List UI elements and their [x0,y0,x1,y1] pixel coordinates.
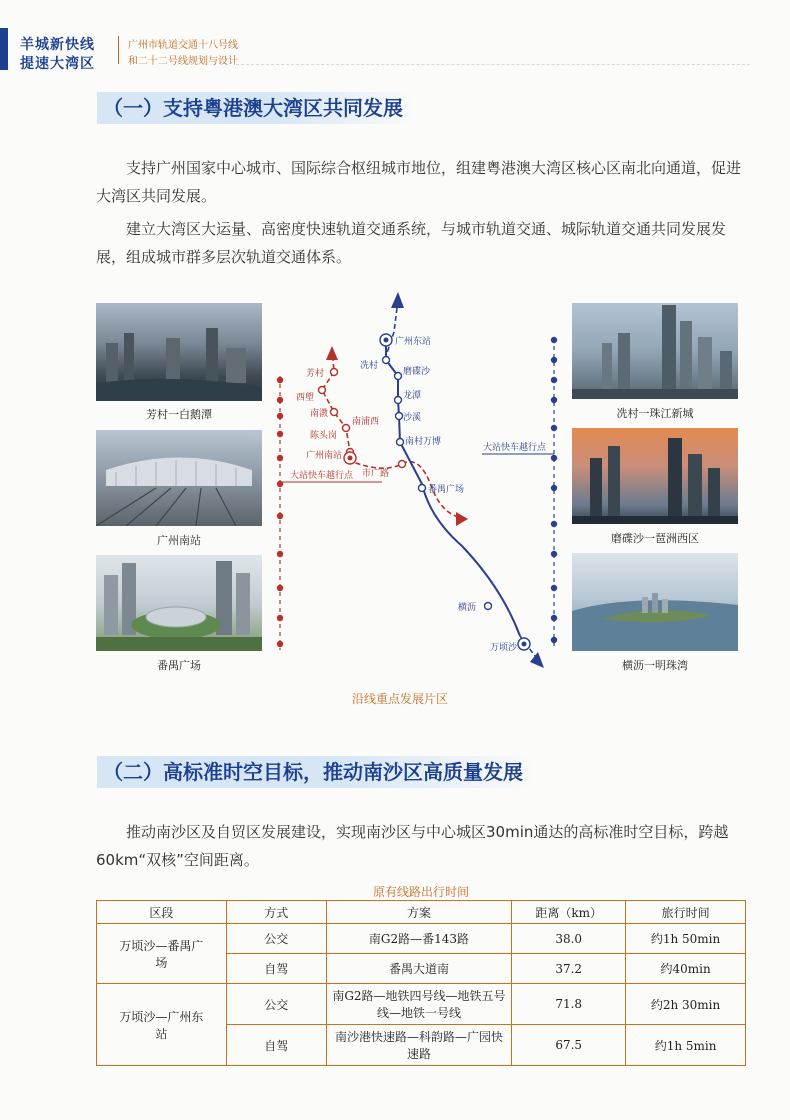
header-distance: 距离（km） [512,901,626,924]
header-separator [118,36,119,64]
station-hengli [485,603,492,610]
station-shaxi [396,413,403,420]
cell-time: 约2h 30min [626,984,746,1025]
label-modiesha: 磨碟沙 [403,367,431,377]
document-title-line2: 和二十二号线规划与设计 [128,56,238,67]
caption-guangzhou-south-station: 广州南站 [157,534,201,547]
station-nancun-wanbo [397,439,404,446]
cell-distance: 71.8 [512,984,626,1025]
station-nanpuxi [343,425,350,432]
header-segment: 区段 [97,901,227,924]
cell-segment: 万顷沙—番禺广场 [97,924,227,984]
cell-plan: 南G2路—番143路 [326,924,512,954]
label-shiguanglu: 市广路 [362,469,390,479]
cell-plan: 番禺大道南 [326,954,512,984]
station-shiguanglu [399,461,406,468]
section-2-title: （二）高标准时空目标，推动南沙区高质量发展 [97,756,535,788]
label-hengli: 横沥 [458,603,477,613]
label-longtan: 龙潭 [403,391,422,401]
label-nanpuxi: 南浦西 [352,417,380,427]
station-xilang [319,387,326,394]
label-wanqingsha: 万顷沙 [490,643,518,653]
line18-south-arrow [530,652,544,668]
label-nancun-wanbo: 南村万博 [405,437,442,447]
header-travel-time: 旅行时间 [626,901,746,924]
caption-panyu-square: 番禺广场 [157,659,201,672]
travel-time-table [96,900,746,1066]
photo-guangzhou-south-station [96,430,262,526]
series-title-line1: 羊城新快线 [20,37,95,53]
station-fangcun [331,369,338,376]
photo-hengli [572,553,738,651]
table-row [97,924,746,954]
cell-plan: 南沙港快速路—科韵路—广园快速路 [326,1025,512,1066]
station-nanjiao [331,409,338,416]
cell-distance: 38.0 [512,924,626,954]
left-corridor-line [277,376,283,650]
label-nanjiao: 南漖 [310,409,329,419]
header-mode: 方式 [226,901,326,924]
label-xilang: 西塱 [296,393,315,403]
cell-mode: 自驾 [226,954,326,984]
label-shaxi: 沙溪 [403,413,422,423]
series-title-line2: 提速大湾区 [20,56,95,72]
station-longtan [395,397,402,404]
label-xiancun: 冼村 [360,361,379,371]
line18-north-arrow [391,292,404,308]
section-1-title: （一）支持粤港澳大湾区共同发展 [97,92,415,124]
caption-fangcun: 芳村一白鹅潭 [146,408,212,421]
section-1-paragraph-1: 支持广州国家中心城市、国际综合枢纽城市地位，组建粤港澳大湾区核心区南北向通道，促进大湾区共同发展。 [96,159,742,205]
table-header-row [97,901,746,924]
photo-fangcun [96,303,262,401]
line18-north-extension [386,308,397,356]
station-panyu-square [419,485,426,492]
line22-north-extension [322,348,350,460]
cell-mode: 公交 [226,984,326,1025]
label-panyu-square: 番禺广场 [428,485,465,495]
cell-distance: 37.2 [512,954,626,984]
header-accent-bar [0,28,8,70]
express-label-left: 大站快车越行点 [290,471,354,481]
label-fangcun: 芳村 [306,369,325,379]
cell-distance: 67.5 [512,1025,626,1066]
table-row [97,984,746,1025]
line22-south-arrow [456,512,468,526]
table-title: 原有线路出行时间 [372,885,469,899]
cell-segment: 万顷沙—广州东站 [97,984,227,1066]
caption-xiancun: 冼村一珠江新城 [616,407,694,420]
photo-xiancun [572,303,738,399]
express-label-right: 大站快车越行点 [483,443,547,453]
header-rule [236,64,750,65]
cell-time: 约1h 5min [626,1025,746,1066]
line22-north-arrow [326,346,338,360]
caption-hengli: 横沥一明珠湾 [622,659,688,672]
cell-time: 约1h 50min [626,924,746,954]
photo-modiesha [572,428,738,524]
cell-mode: 自驾 [226,1025,326,1066]
caption-modiesha: 磨碟沙一琶洲西区 [611,532,699,545]
document-title-line1: 广州市轨道交通十八号线 [128,40,238,51]
cell-plan: 南G2路—地铁四号线—地铁五号线—地铁一号线 [326,984,512,1025]
label-chentougang: 陈头岗 [310,431,338,441]
station-xiancun [383,357,390,364]
photo-panyu-square [96,555,262,651]
right-corridor-line [551,337,557,650]
station-modiesha [395,373,402,380]
cell-time: 约40min [626,954,746,984]
section-1-paragraph-2: 建立大湾区大运量、高密度快速轨道交通系统，与城市轨道交通、城际轨道交通共同发展发展，组成城市群多层次轨道交通体系。 [96,220,727,266]
route-diagram [262,288,572,678]
cell-mode: 公交 [226,924,326,954]
label-guangzhou-east: 广州东站 [395,337,432,347]
figure-caption: 沿线重点发展片区 [351,692,448,706]
section-2-paragraph-1: 推动南沙区及自贸区发展建设，实现南沙区与中心城区30min通达的高标准时空目标，跨越60km“双核”空间距离。 [96,823,729,869]
label-guangzhou-south: 广州南站 [306,451,343,461]
header-plan: 方案 [326,901,512,924]
